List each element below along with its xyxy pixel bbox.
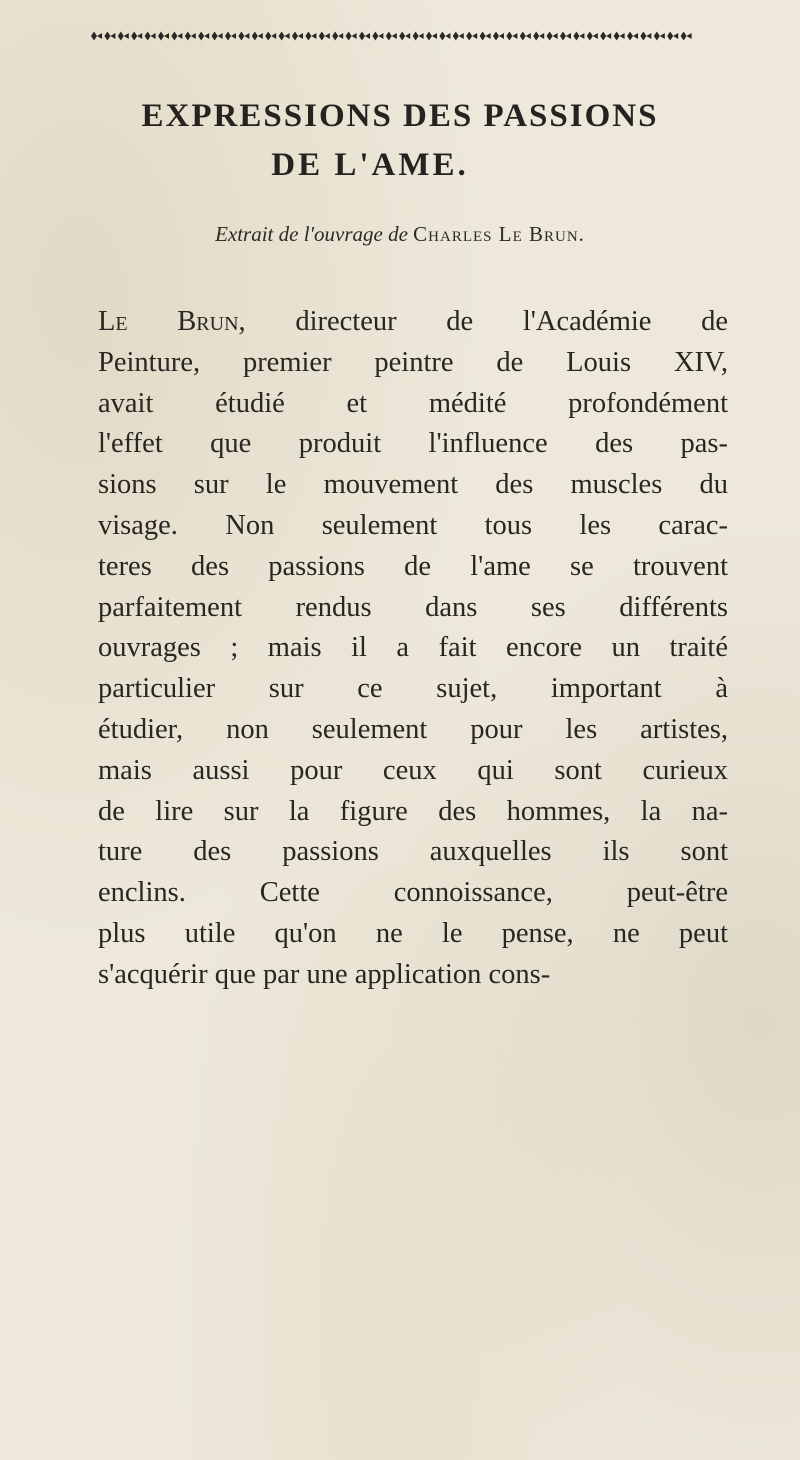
- ornament-unit: [319, 32, 330, 41]
- text-fragment: , directeur de l'Académie de: [238, 306, 728, 337]
- text-line: Peinture, premier peintre de Louis XIV,: [98, 346, 728, 378]
- title-line-1: EXPRESSIONS DES PASSIONS: [141, 98, 659, 134]
- ornament-unit: [667, 32, 678, 41]
- ornament-unit: [158, 32, 169, 41]
- ornament-unit: [131, 32, 142, 41]
- ornament-unit: [520, 32, 531, 41]
- subtitle-prefix: Extrait de l'ouvrage de: [215, 222, 414, 246]
- ornament-unit: [279, 32, 290, 41]
- subtitle-author: Charles Le Brun.: [413, 222, 585, 246]
- ornament-unit: [600, 32, 611, 41]
- ornament-unit: [386, 32, 397, 41]
- ornament-unit: [506, 32, 517, 41]
- text-line: de lire sur la figure des hommes, la na-: [98, 795, 728, 827]
- ornament-unit: [439, 32, 450, 41]
- decorative-border-ornament: [90, 30, 705, 42]
- body-text: [98, 302, 728, 996]
- lead-name: Le Brun: [98, 306, 239, 337]
- ornament-unit: [198, 32, 209, 41]
- text-line: sions sur le mouvement des muscles du: [98, 469, 728, 501]
- ornament-unit: [332, 32, 343, 41]
- text-line: [98, 302, 728, 343]
- ornament-unit: [359, 32, 370, 41]
- ornament-unit: [346, 32, 357, 41]
- text-line: plus utile qu'on ne le pense, ne peut: [98, 917, 728, 949]
- ornament-unit: [614, 32, 625, 41]
- text-line: l'effet que produit l'influence des pas-: [98, 428, 728, 460]
- text-line: particulier sur ce sujet, important à: [98, 673, 728, 705]
- ornament-unit: [587, 32, 598, 41]
- ornament-unit: [145, 32, 156, 41]
- ornament-unit: [573, 32, 584, 41]
- ornament-unit: [252, 32, 263, 41]
- text-line: visage. Non seulement tous les carac-: [98, 509, 728, 541]
- ornament-unit: [305, 32, 316, 41]
- ornament-unit: [560, 32, 571, 41]
- ornament-unit: [547, 32, 558, 41]
- ornament-unit: [466, 32, 477, 41]
- ornament-unit: [265, 32, 276, 41]
- text-line: s'acquérir que par une application cons-: [98, 958, 551, 990]
- text-line: avait étudié et médité profondément: [98, 387, 728, 419]
- ornament-unit: [399, 32, 410, 41]
- ornament-unit: [480, 32, 491, 41]
- ornament-unit: [118, 32, 129, 41]
- ornament-unit: [493, 32, 504, 41]
- text-line: enclins. Cette connoissance, peut-être: [98, 877, 728, 909]
- ornament-unit: [533, 32, 544, 41]
- text-line: étudier, non seulement pour les artistes,: [98, 713, 728, 745]
- text-line: ture des passions auxquelles ils sont: [98, 836, 728, 868]
- ornament-unit: [640, 32, 651, 41]
- ornament-unit: [212, 32, 223, 41]
- text-line: parfaitement rendus dans ses différents: [98, 591, 728, 623]
- ornament-unit: [292, 32, 303, 41]
- ornament-unit: [372, 32, 383, 41]
- ornament-unit: [453, 32, 464, 41]
- title-line-2: DE L'AME.: [271, 147, 469, 183]
- ornament-unit: [91, 32, 102, 41]
- text-line: mais aussi pour ceux qui sont curieux: [98, 754, 728, 786]
- text-line: teres des passions de l'ame se trouvent: [98, 550, 728, 582]
- ornament-unit: [185, 32, 196, 41]
- ornament-unit: [413, 32, 424, 41]
- text-line: ouvrages ; mais il a fait encore un traité: [98, 632, 728, 664]
- ornament-unit: [654, 32, 665, 41]
- ornament-unit: [104, 32, 115, 41]
- ornament-unit: [238, 32, 249, 41]
- ornament-unit: [225, 32, 236, 41]
- subtitle: [0, 222, 800, 247]
- ornament-unit: [426, 32, 437, 41]
- ornament-unit: [681, 32, 692, 41]
- ornament-unit: [171, 32, 182, 41]
- ornament-unit: [627, 32, 638, 41]
